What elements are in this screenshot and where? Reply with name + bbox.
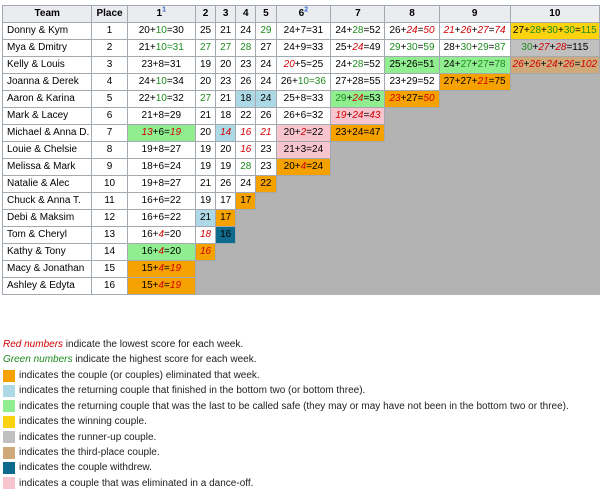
red-numbers-label: Red numbers xyxy=(3,339,64,350)
empty-cell xyxy=(385,244,439,261)
empty-cell xyxy=(236,261,256,278)
score-cell: 25+26=51 xyxy=(385,57,439,74)
score-cell: 16 xyxy=(236,142,256,159)
score-cell: 26+10=36 xyxy=(276,74,331,91)
team-name: Ashley & Edyta xyxy=(3,278,92,295)
empty-cell xyxy=(439,261,510,278)
score-cell: 28 xyxy=(236,40,256,57)
score-cell: 19 xyxy=(195,57,215,74)
empty-cell xyxy=(510,227,599,244)
empty-cell xyxy=(439,176,510,193)
legend-red-note xyxy=(3,338,243,351)
score-cell: 18 xyxy=(236,91,256,108)
score-cell: 26 xyxy=(256,108,276,125)
empty-cell xyxy=(256,227,276,244)
empty-cell xyxy=(331,244,385,261)
score-cell: 19 xyxy=(216,159,236,176)
empty-cell xyxy=(385,193,439,210)
score-cell: 19 xyxy=(195,193,215,210)
empty-cell xyxy=(331,210,385,227)
legend-swatch xyxy=(3,462,15,474)
score-cell: 13+6=19 xyxy=(127,125,195,142)
score-cell: 16 xyxy=(236,125,256,142)
footnote-link[interactable]: 2 xyxy=(304,6,309,14)
table-row xyxy=(3,91,600,108)
score-cell: 19 xyxy=(195,159,215,176)
legend-text: indicates the third-place couple. xyxy=(19,447,160,458)
score-cell: 16+4=20 xyxy=(127,227,195,244)
column-header-week-8: 8 xyxy=(385,6,439,23)
table-row xyxy=(3,74,600,91)
place-cell: 12 xyxy=(92,210,127,227)
score-cell: 23+8=31 xyxy=(127,57,195,74)
legend-text: indicates a couple that was eliminated in a dance-off. xyxy=(19,477,254,489)
score-cell: 19+8=27 xyxy=(127,142,195,159)
legend-swatch xyxy=(3,385,15,397)
table-row xyxy=(3,210,600,227)
legend-swatch xyxy=(3,447,15,459)
empty-cell xyxy=(276,210,331,227)
empty-cell xyxy=(276,176,331,193)
legend-item xyxy=(3,446,160,459)
score-cell: 27 xyxy=(216,40,236,57)
legend-item xyxy=(3,461,152,474)
team-name: Chuck & Anna T. xyxy=(3,193,92,210)
table-row xyxy=(3,227,600,244)
column-header-week-9: 9 xyxy=(439,6,510,23)
legend-item xyxy=(3,477,253,490)
table-body xyxy=(3,23,600,295)
score-cell: 23 xyxy=(256,159,276,176)
score-cell: 16 xyxy=(216,227,236,244)
team-name: Louie & Chelsie xyxy=(3,142,92,159)
legend-item xyxy=(3,415,147,428)
empty-cell xyxy=(385,176,439,193)
score-cell: 27+27+21=75 xyxy=(439,74,510,91)
empty-cell xyxy=(276,193,331,210)
column-header-place: Place xyxy=(92,6,127,23)
empty-cell xyxy=(256,210,276,227)
score-cell: 24 xyxy=(256,91,276,108)
score-cell: 26+24=50 xyxy=(385,23,439,40)
green-numbers-text: indicate the highest score for each week. xyxy=(72,354,257,365)
score-cell: 21+8=29 xyxy=(127,108,195,125)
table-header-row xyxy=(3,6,600,23)
empty-cell xyxy=(510,159,599,176)
score-cell: 24 xyxy=(256,74,276,91)
legend-green-note xyxy=(3,353,256,366)
place-cell: 4 xyxy=(92,74,127,91)
table-row xyxy=(3,176,600,193)
empty-cell xyxy=(256,244,276,261)
score-cell: 21+26+27=74 xyxy=(439,23,510,40)
score-cell: 19+24=43 xyxy=(331,108,385,125)
table-row xyxy=(3,244,600,261)
empty-cell xyxy=(385,210,439,227)
score-cell: 21 xyxy=(256,125,276,142)
score-cell: 23 xyxy=(256,142,276,159)
empty-cell xyxy=(236,227,256,244)
score-cell: 16+6=22 xyxy=(127,193,195,210)
empty-cell xyxy=(276,244,331,261)
team-name: Joanna & Derek xyxy=(3,74,92,91)
empty-cell xyxy=(439,193,510,210)
column-header-week-1: $1^1$ xyxy=(127,6,195,23)
score-cell: 30+27+28=115 xyxy=(510,40,599,57)
score-cell: 24+28=52 xyxy=(331,57,385,74)
team-name: Tom & Cheryl xyxy=(3,227,92,244)
column-header-team: Team xyxy=(3,6,92,23)
score-cell: 21+3=24 xyxy=(276,142,331,159)
score-cell: 27 xyxy=(256,40,276,57)
score-cell: 19+8=27 xyxy=(127,176,195,193)
green-numbers-label: Green numbers xyxy=(3,354,73,365)
score-cell: 24+27+27=78 xyxy=(439,57,510,74)
table-row xyxy=(3,108,600,125)
place-cell: 15 xyxy=(92,261,127,278)
empty-cell xyxy=(385,108,439,125)
legend-swatch xyxy=(3,400,15,412)
place-cell: 16 xyxy=(92,278,127,295)
empty-cell xyxy=(385,227,439,244)
score-cell: 28+30+29=87 xyxy=(439,40,510,57)
empty-cell xyxy=(385,278,439,295)
empty-cell xyxy=(276,278,331,295)
empty-cell xyxy=(510,210,599,227)
empty-cell xyxy=(439,125,510,142)
place-cell: 2 xyxy=(92,40,127,57)
legend-swatch xyxy=(3,431,15,443)
empty-cell xyxy=(510,91,599,108)
legend-item xyxy=(3,431,156,444)
score-cell: 21 xyxy=(195,210,215,227)
empty-cell xyxy=(439,159,510,176)
score-cell: 20+4=24 xyxy=(276,159,331,176)
score-cell: 28 xyxy=(236,159,256,176)
column-header-week-3: 3 xyxy=(216,6,236,23)
place-cell: 10 xyxy=(92,176,127,193)
empty-cell xyxy=(256,261,276,278)
place-cell: 5 xyxy=(92,91,127,108)
score-cell: 25+8=33 xyxy=(276,91,331,108)
score-cell: 23 xyxy=(236,57,256,74)
score-cell: 20+5=25 xyxy=(276,57,331,74)
empty-cell xyxy=(216,278,236,295)
empty-cell xyxy=(510,244,599,261)
empty-cell xyxy=(385,142,439,159)
column-header-week-2: 2 xyxy=(195,6,215,23)
score-cell: 23 xyxy=(216,74,236,91)
score-cell: 24 xyxy=(236,176,256,193)
table-row xyxy=(3,261,600,278)
empty-cell xyxy=(439,244,510,261)
score-cell: 20 xyxy=(216,142,236,159)
score-cell: 18 xyxy=(216,108,236,125)
score-cell: 21 xyxy=(195,108,215,125)
table-row xyxy=(3,142,600,159)
score-cell: 26+6=32 xyxy=(276,108,331,125)
score-cell: 20 xyxy=(195,125,215,142)
team-name: Debi & Maksim xyxy=(3,210,92,227)
legend-item xyxy=(3,384,365,397)
score-cell: 20+2=22 xyxy=(276,125,331,142)
legend-swatch xyxy=(3,477,15,489)
score-cell: 16 xyxy=(195,244,215,261)
empty-cell xyxy=(195,278,215,295)
legend-text: indicates the couple withdrew. xyxy=(19,462,152,474)
score-cell: 19 xyxy=(195,142,215,159)
column-header-week-4: 4 xyxy=(236,6,256,23)
empty-cell xyxy=(439,108,510,125)
empty-cell xyxy=(510,142,599,159)
table-row xyxy=(3,57,600,74)
score-cell: 29 xyxy=(256,23,276,40)
empty-cell xyxy=(510,278,599,295)
empty-cell xyxy=(385,261,439,278)
score-cell: 27+28=55 xyxy=(331,74,385,91)
empty-cell xyxy=(195,261,215,278)
table-row xyxy=(3,125,600,142)
team-name: Kathy & Tony xyxy=(3,244,92,261)
team-name: Mark & Lacey xyxy=(3,108,92,125)
score-cell: 17 xyxy=(216,210,236,227)
score-cell: 22 xyxy=(236,108,256,125)
legend-text: indicates the returning couple that finished in the bottom two (or bottom three). xyxy=(19,385,366,397)
score-cell: 24+28=52 xyxy=(331,23,385,40)
red-numbers-text: indicate the lowest score for each week. xyxy=(63,339,244,350)
score-cell: 27 xyxy=(195,40,215,57)
empty-cell xyxy=(439,142,510,159)
team-name: Kelly & Louis xyxy=(3,57,92,74)
place-cell: 1 xyxy=(92,23,127,40)
empty-cell xyxy=(510,74,599,91)
place-cell: 8 xyxy=(92,142,127,159)
score-cell: 15+4=19 xyxy=(127,278,195,295)
table-row xyxy=(3,278,600,295)
team-name: Michael & Anna D. xyxy=(3,125,92,142)
place-cell: 3 xyxy=(92,57,127,74)
score-cell: 22+10=32 xyxy=(127,91,195,108)
empty-cell xyxy=(331,142,385,159)
score-cell: 21 xyxy=(195,176,215,193)
empty-cell xyxy=(331,227,385,244)
empty-cell xyxy=(331,261,385,278)
empty-cell xyxy=(256,193,276,210)
legend-swatch xyxy=(3,416,15,428)
score-cell: 24 xyxy=(256,57,276,74)
score-cell: 20+10=30 xyxy=(127,23,195,40)
empty-cell xyxy=(236,210,256,227)
legend-text: indicates the returning couple that was the last to be called safe (they may or may have not been in the bottom two or three). xyxy=(19,400,569,412)
empty-cell xyxy=(510,176,599,193)
empty-cell xyxy=(216,261,236,278)
score-cell: 21 xyxy=(216,91,236,108)
score-cell: 17 xyxy=(236,193,256,210)
empty-cell xyxy=(236,244,256,261)
team-name: Mya & Dmitry xyxy=(3,40,92,57)
score-cell: 25+24=49 xyxy=(331,40,385,57)
score-cell: 23+27=50 xyxy=(385,91,439,108)
place-cell: 9 xyxy=(92,159,127,176)
empty-cell xyxy=(439,278,510,295)
place-cell: 11 xyxy=(92,193,127,210)
empty-cell xyxy=(236,278,256,295)
score-cell: 27 xyxy=(195,91,215,108)
table-row xyxy=(3,40,600,57)
table-row xyxy=(3,23,600,40)
score-cell: 20 xyxy=(195,74,215,91)
empty-cell xyxy=(256,278,276,295)
table-row xyxy=(3,193,600,210)
legend-swatch xyxy=(3,370,15,382)
score-cell: 21+10=31 xyxy=(127,40,195,57)
score-cell: 26+26+24+26=102 xyxy=(510,57,599,74)
empty-cell xyxy=(510,193,599,210)
place-cell: 7 xyxy=(92,125,127,142)
score-cell: 23+24=47 xyxy=(331,125,385,142)
score-cell: 20 xyxy=(216,57,236,74)
score-cell: 16+4=20 xyxy=(127,244,195,261)
empty-cell xyxy=(276,227,331,244)
place-cell: 13 xyxy=(92,227,127,244)
score-cell: 18+6=24 xyxy=(127,159,195,176)
legend-text: indicates the runner-up couple. xyxy=(19,431,157,443)
column-header-week-7: 7 xyxy=(331,6,385,23)
team-name: Donny & Kym xyxy=(3,23,92,40)
empty-cell xyxy=(510,261,599,278)
column-header-week-6: $6^2$ xyxy=(276,6,331,23)
score-cell: 18 xyxy=(195,227,215,244)
team-name: Melissa & Mark xyxy=(3,159,92,176)
legend-item xyxy=(3,369,260,382)
empty-cell xyxy=(439,210,510,227)
place-cell: 6 xyxy=(92,108,127,125)
empty-cell xyxy=(510,125,599,142)
empty-cell xyxy=(385,159,439,176)
score-cell: 23+29=52 xyxy=(385,74,439,91)
score-cell: 26 xyxy=(236,74,256,91)
score-cell: 24+10=34 xyxy=(127,74,195,91)
score-cell: 22 xyxy=(256,176,276,193)
legend-text: indicates the winning couple. xyxy=(19,416,147,428)
empty-cell xyxy=(331,193,385,210)
score-cell: 14 xyxy=(216,125,236,142)
score-cell: 29+24=53 xyxy=(331,91,385,108)
score-cell: 25 xyxy=(195,23,215,40)
empty-cell xyxy=(439,227,510,244)
score-cell: 27+28+30+30=115 xyxy=(510,23,599,40)
team-name: Aaron & Karina xyxy=(3,91,92,108)
empty-cell xyxy=(439,91,510,108)
place-cell: 14 xyxy=(92,244,127,261)
empty-cell xyxy=(331,278,385,295)
empty-cell xyxy=(276,261,331,278)
column-header-week-5: 5 xyxy=(256,6,276,23)
score-cell: 24+7=31 xyxy=(276,23,331,40)
empty-cell xyxy=(331,159,385,176)
score-cell: 21 xyxy=(216,23,236,40)
empty-cell xyxy=(385,125,439,142)
score-cell: 24 xyxy=(236,23,256,40)
score-cell: 24+9=33 xyxy=(276,40,331,57)
footnote-link[interactable]: 1 xyxy=(162,6,166,14)
team-name: Natalie & Alec xyxy=(3,176,92,193)
table-row xyxy=(3,159,600,176)
score-cell: 26 xyxy=(216,176,236,193)
score-cell: 15+4=19 xyxy=(127,261,195,278)
team-name: Macy & Jonathan xyxy=(3,261,92,278)
scores-table xyxy=(2,5,600,295)
score-cell: 29+30=59 xyxy=(385,40,439,57)
empty-cell xyxy=(510,108,599,125)
empty-cell xyxy=(216,244,236,261)
score-cell: 17 xyxy=(216,193,236,210)
score-cell: 16+6=22 xyxy=(127,210,195,227)
legend-text: indicates the couple (or couples) eliminated that week. xyxy=(19,370,260,381)
legend-item xyxy=(3,400,569,413)
column-header-week-10: 10 xyxy=(510,6,599,23)
empty-cell xyxy=(331,176,385,193)
